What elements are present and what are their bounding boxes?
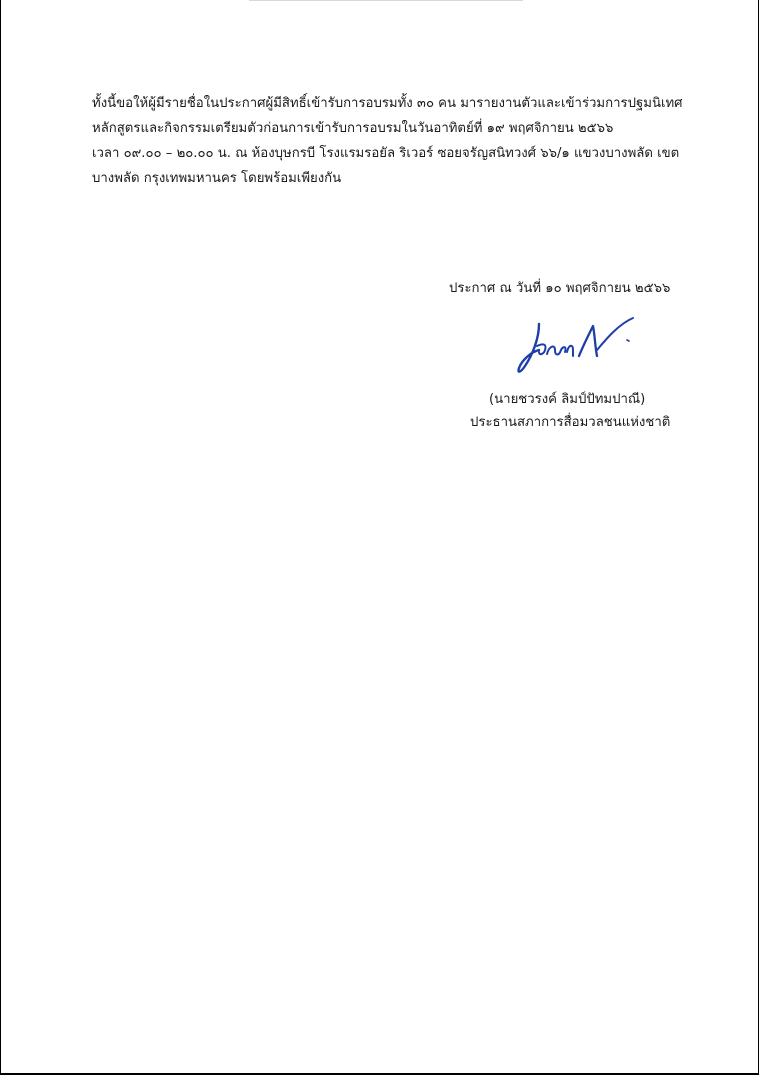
signature-image <box>509 310 641 382</box>
signer-name: (นายชวรงค์ ลิมป์ปัทมปาณี) <box>489 392 646 407</box>
announcement-body <box>92 91 702 191</box>
top-divider <box>249 0 523 1</box>
body-line-2: หลักสูตรและกิจกรรมเตรียมตัวก่อนการเข้ารับการอบรมในวันอาทิตย์ที่ ๑๙ พฤศจิกายน ๒๕๖๖ <box>92 121 614 136</box>
body-line-1: ทั้งนี้ขอให้ผู้มีรายชื่อในประกาศผู้มีสิทธิ์เข้ารับการอบรมทั้ง ๓๐ คน มารายงานตัวและเข้าร่วมการปฐมนิเทศ <box>92 96 683 111</box>
body-line-3: เวลา ๐๙.๐๐ – ๒๐.๐๐ น. ณ ห้องบุษกรบี โรงแรมรอยัล ริเวอร์ ซอยจรัญสนิทวงศ์ ๖๖/๑ แขวงบางพลัด เขต <box>92 146 680 161</box>
signer-title: ประธานสภาการสื่อมวลชนแห่งชาติ <box>470 415 671 430</box>
announcement-date: ประกาศ ณ วันที่ ๑๐ พฤศจิกายน ๒๕๖๖ <box>449 281 671 296</box>
body-line-4: บางพลัด กรุงเทพมหานคร โดยพร้อมเพียงกัน <box>92 171 342 186</box>
